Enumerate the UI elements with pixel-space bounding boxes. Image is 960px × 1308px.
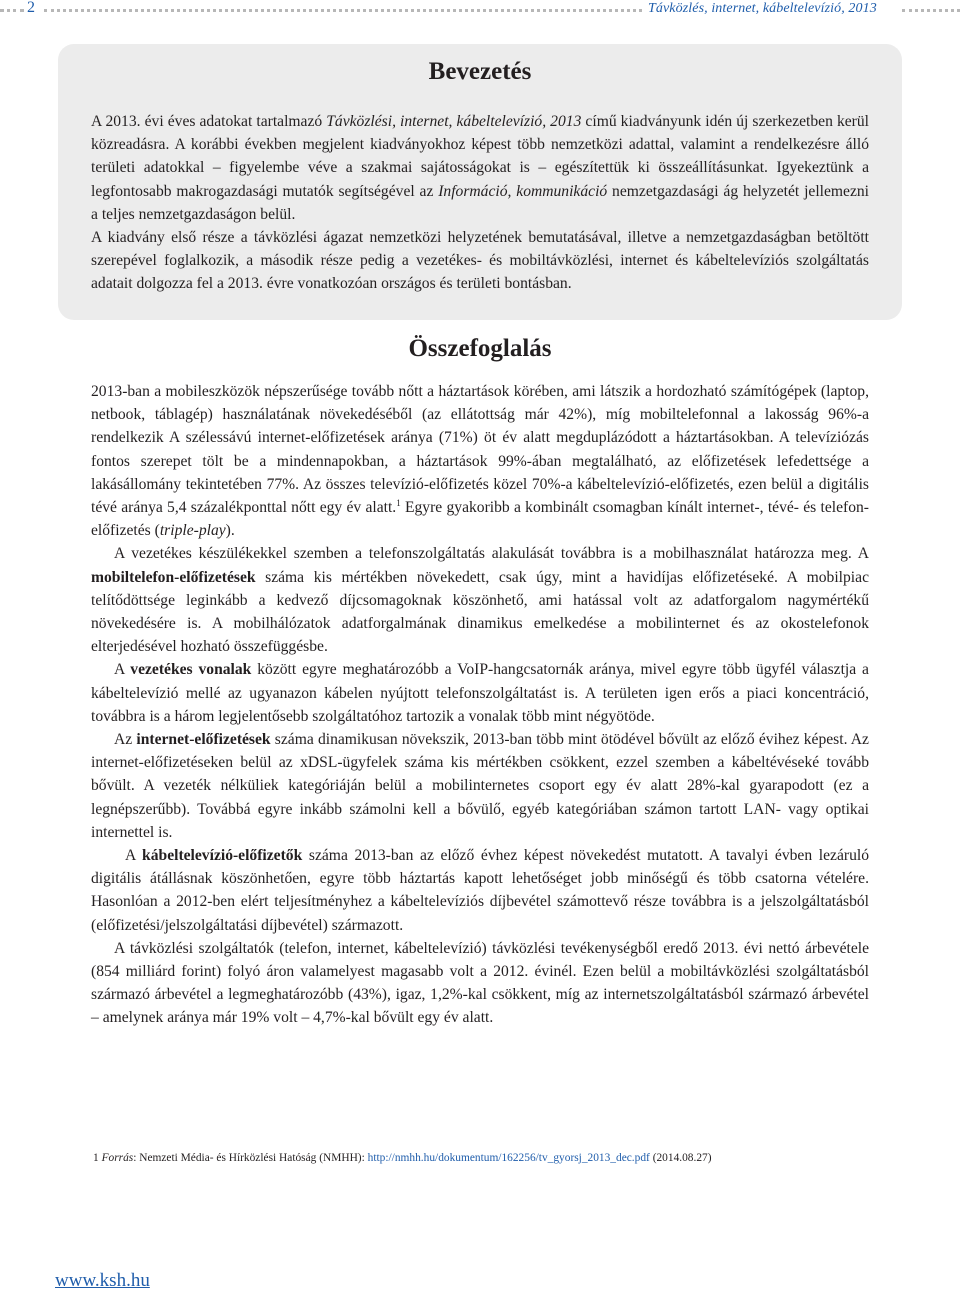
footnote-source-label: Forrás — [101, 1152, 134, 1164]
text-run: 2013-ban a mobileszközök népszerűsége tovább nőtt a háztartások körében, ami látszik a hordozható számítógépek (laptop, netbook, táblagép) használatának növekedéséből (az ellátottság már 42%), míg mobiltelefonnal a lakosság 96%-a rendelkezik A szélessávú internet-előfizetések aránya (71%) öt év alatt megduplázódott a háztartásokban. A televíziózás fontos szerepet tölt be a mindennapokban, a háztartások 99%-ában megtalálható, az előfizetések lefedettsége a lakásállomány tekintetében 77%. Az összes televízió-előfizetés közel 70%-a kábeltelevízió-előfizetés, ezen belül a digitális tévé aránya 5,4 százalékponttal nőtt egy év alatt. — [91, 383, 869, 517]
text-run: A — [114, 661, 131, 679]
summary-paragraph-4 — [91, 728, 869, 844]
text-run: A vezetékes készülékekkel szemben a telefonszolgáltatás alakulását továbbra is a mobilhasználat határozza meg. A — [114, 545, 869, 563]
summary-heading: Összefoglalás — [408, 335, 552, 362]
text-run: ). — [225, 522, 235, 540]
text-run: száma 2013-ban az előző évhez képest növekedést mutatott. A tavalyi évben lezáruló digitális átállásnak köszönhetően, egyre több háztartás kapott lehetőséget jobb minőségű és több csatorna vételére. Hasonlóan a 2012-ben elért teljesítményhez a kábeltelevíziós díjbevétel számottevő része továbbra is a jelszolgáltatásból (előfizetési/jelszolgáltatási díjbevétel) származott. — [91, 847, 869, 934]
bold-term: vezetékes vonalak — [130, 661, 252, 679]
text-run: nemzetgazdasági ág helyzetét jellemezni a teljes nemzetgazdaságon belül. — [91, 182, 870, 223]
page-header — [0, 0, 960, 22]
footnote-number: 1 — [93, 1152, 99, 1164]
italic-term: triple-play — [159, 522, 226, 540]
intro-heading: Bevezetés — [428, 58, 532, 85]
text-run: száma dinamikusan növekszik, 2013-ban több mint ötödével bővült az előző évihez képest. Az internet-előfizetéseken belül az xDSL-ügyfelek száma kis mértékben csökkent, ezzel szemben a kábeltévéseké tovább bővült. A vezeték nélküliek kategóriáján belül a mobilinternetes csoport egy év alatt 28%-kal gyarapodott (ez a legnépszerűbb). Továbbá egyre inkább számolni kell a bővülő, egyéb kategóriában számon tartott LAN- vagy optikai internettel is. — [91, 731, 869, 841]
sector-name: Információ, kommunikáció — [438, 182, 608, 200]
running-title: Távközlés, internet, kábeltelevízió, 2013 — [648, 1, 877, 16]
bold-term: internet-előfizetések — [136, 731, 271, 749]
text-run: A — [125, 847, 143, 865]
header-dots-middle — [44, 9, 642, 12]
footer-website-link[interactable]: www.ksh.hu — [55, 1270, 150, 1291]
text-run: Az — [114, 731, 137, 749]
intro-body — [91, 110, 869, 296]
intro-paragraph-1 — [91, 110, 869, 226]
footnote-ref[interactable]: 1 — [396, 497, 401, 508]
footnote-date: (2014.08.27) — [649, 1152, 712, 1164]
header-dots-right — [902, 9, 960, 12]
summary-paragraph-3 — [91, 658, 869, 728]
footnote-text: : Nemzeti Média- és Hírközlési Hatóság (NMHH): — [133, 1152, 368, 1164]
text-run: Egyre gyakoribb a kombinált csomagban kínált internet-, tévé- és telefon-előfizetés ( — [91, 499, 869, 540]
summary-body — [91, 380, 869, 1030]
bold-term: mobiltelefon-előfizetések — [91, 568, 256, 586]
text-run: között egyre meghatározóbb a VoIP-hangcsatornák aránya, mivel egyre több ügyfél választja a kábeltelevízió mellé az ugyanazon kábelen nyújtott telefonszolgáltatást is. A területen igen erős a piaci koncentráció, továbbra is a három legjelentősebb szolgáltatóhoz tartozik a vonalak több mint négyötöde. — [91, 661, 869, 725]
text-run: száma kis mértékben növekedett, csak úgy, mint a havidíjas előfizetéseké. A mobilpiac telítődöttsége leginkább a kedvező díjcsomagoknak köszönhető, ami hatással volt az adatforgalom nagymértékű növekedésére is. A mobilhálózatok adatforgalmának dinamikus emelkedése a mobilinternet és az okostelefonok elterjedésével hozható összefüggésbe. — [91, 568, 869, 656]
footnote-link[interactable]: http://nmhh.hu/dokumentum/162256/tv_gyorsj_2013_dec.pdf — [367, 1152, 650, 1164]
page-number: 2 — [27, 0, 35, 16]
publication-title: Távközlési, internet, kábeltelevízió, 2013 — [326, 113, 582, 130]
summary-paragraph-6: A távközlési szolgáltatók (telefon, internet, kábeltelevízió) távközlési tevékenységből eredő 2013. évi nettó árbevétele (854 milliárd forint) folyó áron valamelyest magasabb volt a 2012. évinél. Ezen belül a mobiltávközlési szolgáltatásból származó árbevétel a legmeghatározóbb (43%), igaz, 1,2%-kal csökkent, míg az internetszolgáltatásból származó árbevétel – amelynek aránya már 19% volt – 4,7%-kal bővült egy év alatt. — [91, 939, 869, 1027]
summary-paragraph-1 — [91, 380, 869, 542]
summary-paragraph-5 — [91, 844, 869, 937]
footnote — [93, 1152, 712, 1164]
summary-paragraph-2 — [91, 542, 869, 658]
text-run: A 2013. évi éves adatokat tartalmazó — [91, 113, 327, 130]
bold-term: kábeltelevízió-előfizetők — [142, 847, 303, 865]
intro-paragraph-2: A kiadvány első része a távközlési ágazat nemzetközi helyzetének bemutatásával, illetve a nemzetgazdaságban betöltött szerepével foglalkozik, a második része pedig a vezetékes- és mobiltávközlési, internet és kábeltelevíziós szolgáltatás adatait dolgozza fel a 2013. évre vonatkozóan országos és területi bontásban. — [91, 229, 869, 293]
header-dots-left — [0, 9, 24, 12]
text-run: című kiadványunk idén új szerkezetben kerül közreadásra. A korábbi években megjelent kiadványokhoz képest több nemzetközi adattal, valamint a rendelkezésre álló területi adatokkal – figyelembe véve a szakmai sajátosságokat is – egészítettük ki összeállításunkat. Igyekeztünk a legfontosabb makrogazdasági mutatók segítségével az — [91, 113, 869, 200]
